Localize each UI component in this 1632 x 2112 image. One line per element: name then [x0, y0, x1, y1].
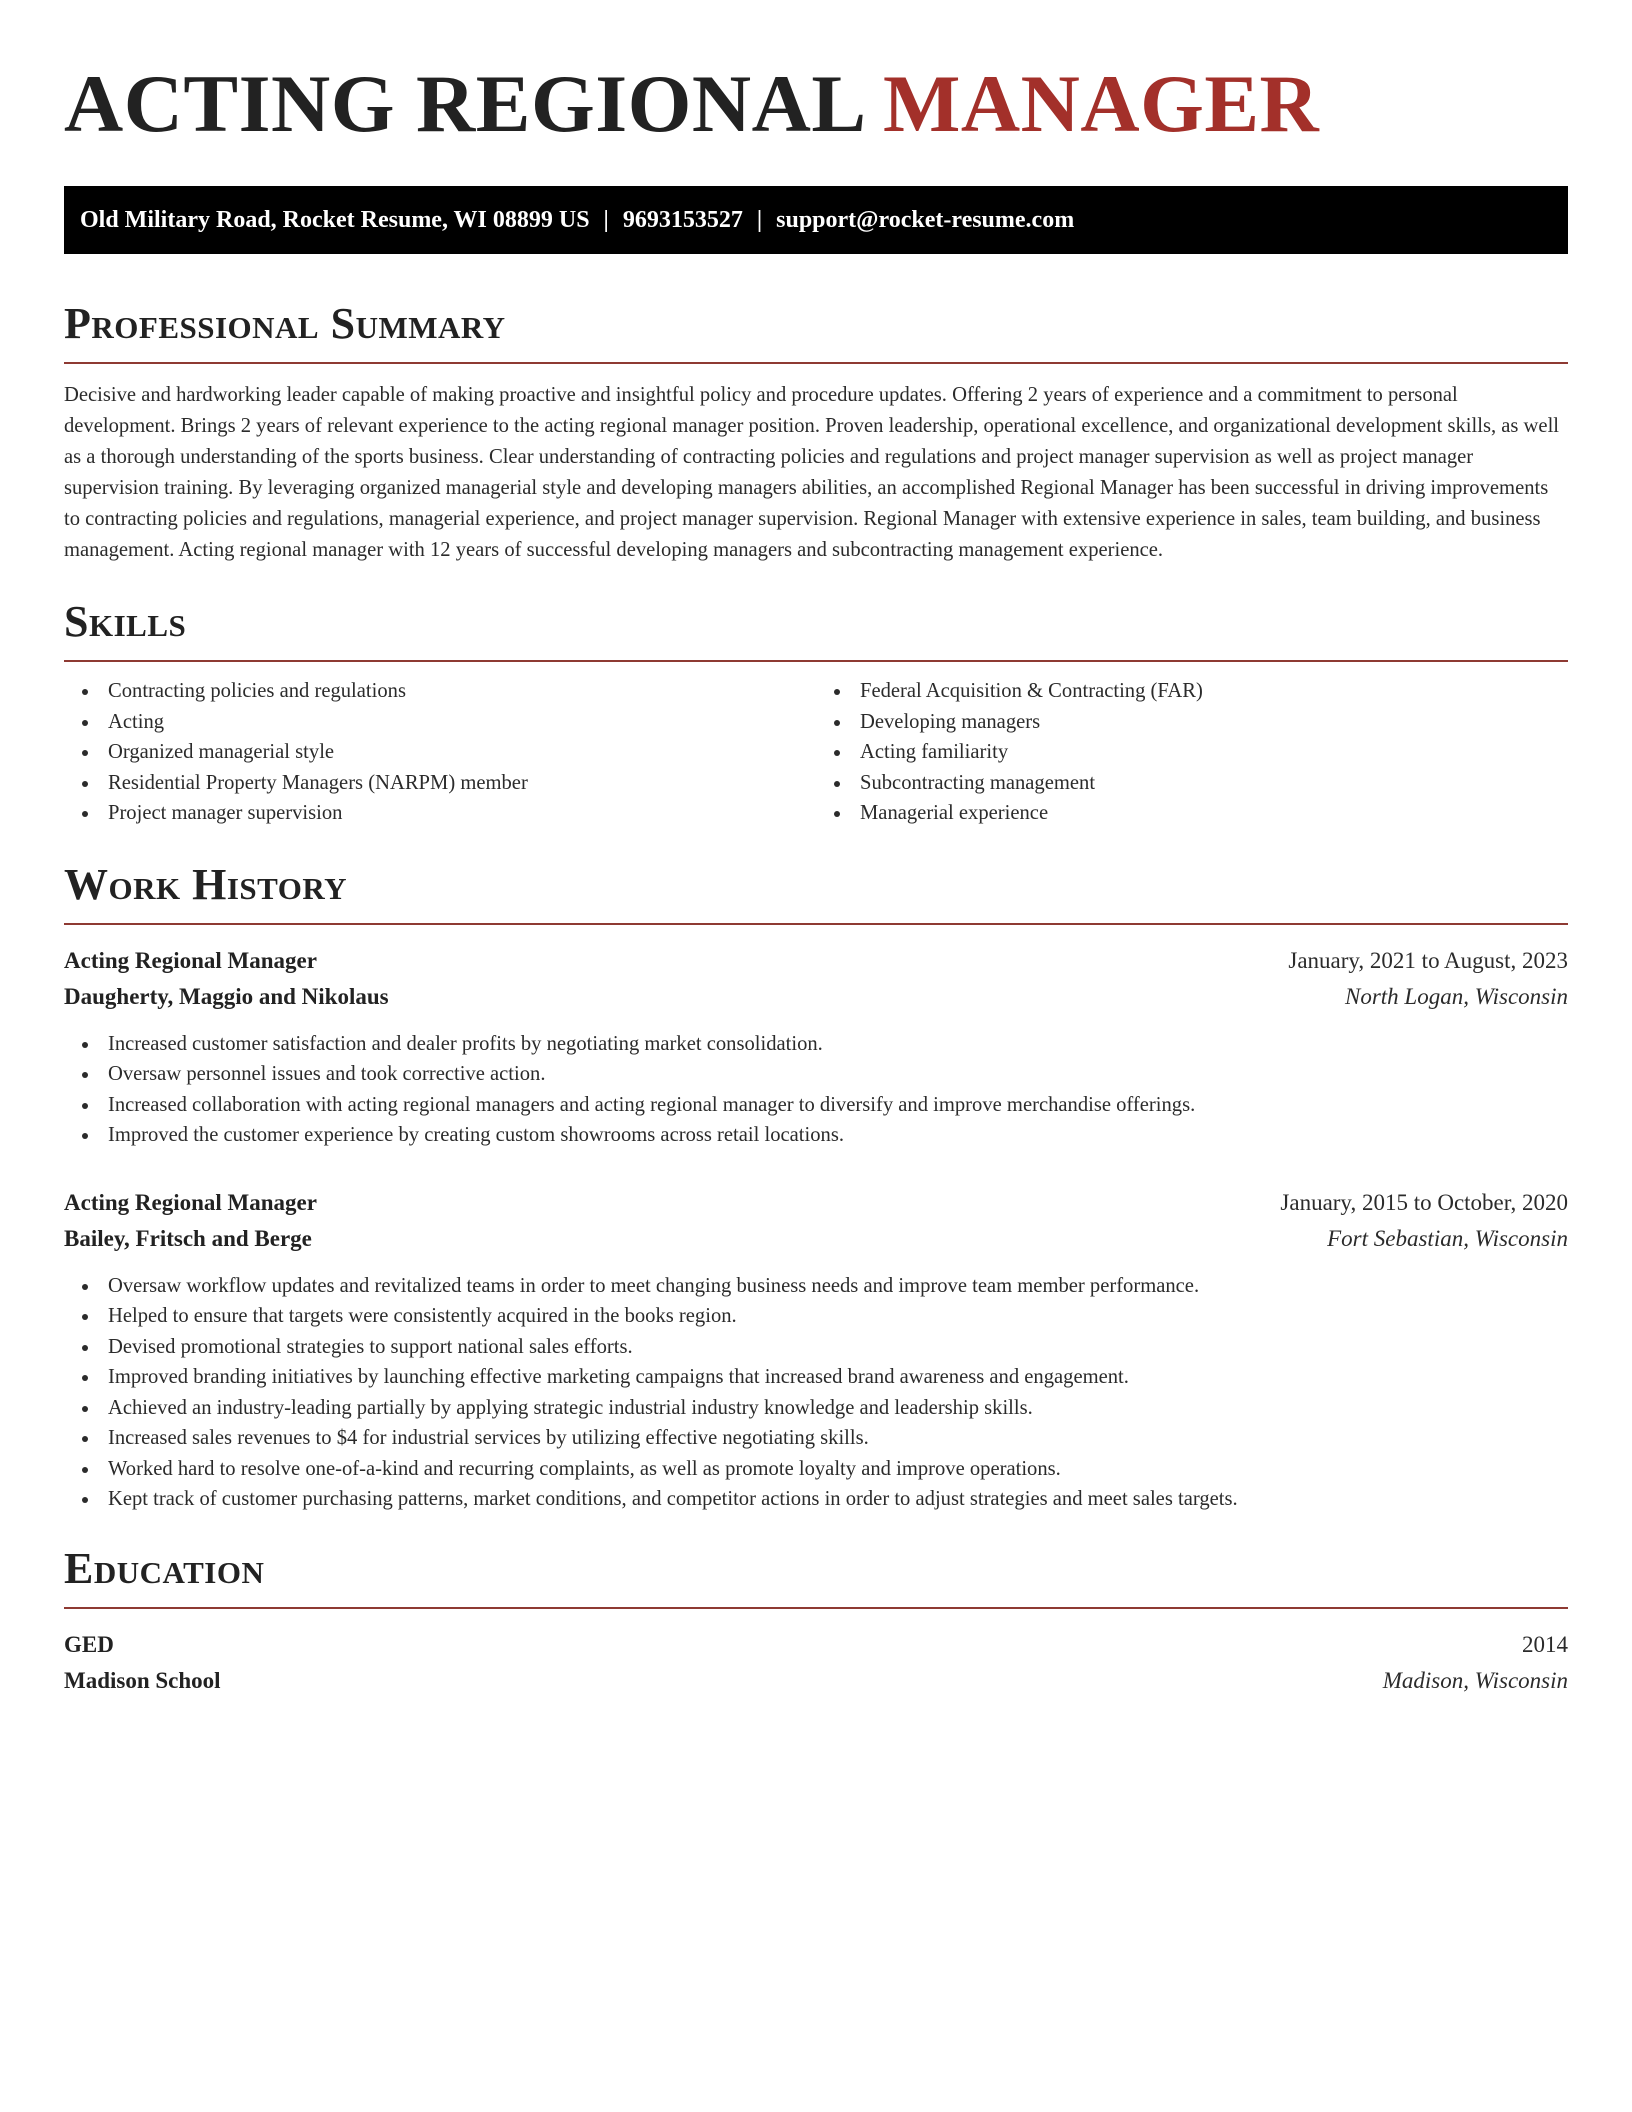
job-title: Acting Regional Manager: [64, 947, 317, 973]
skill-item: Federal Acquisition & Contracting (FAR): [816, 676, 1568, 707]
job-bullet: Increased sales revenues to $4 for industrial services by utilizing effective negotiating skills.: [64, 1423, 1568, 1454]
job-bullets: [64, 1271, 1568, 1515]
job-bullet: Increased customer satisfaction and dealer profits by negotiating market consolidation.: [64, 1029, 1568, 1060]
job-bullets: [64, 1029, 1568, 1151]
skill-item: Organized managerial style: [64, 737, 816, 768]
education-degree: GED: [64, 1631, 114, 1657]
skill-item: Managerial experience: [816, 798, 1568, 829]
section-divider: [64, 660, 1568, 662]
job-entry: [64, 1185, 1568, 1515]
contact-separator: |: [756, 207, 763, 233]
contact-phone: 9693153527: [622, 207, 743, 233]
job-header-row: [64, 943, 1568, 979]
job-bullet: Helped to ensure that targets were consistently acquired in the books region.: [64, 1301, 1568, 1332]
skill-item: Project manager supervision: [64, 798, 816, 829]
title-accent: MANAGER: [883, 58, 1320, 149]
job-bullet: Kept track of customer purchasing patterns, market conditions, and competitor actions in order to adjust strategies and meet sales targets.: [64, 1484, 1568, 1515]
summary-heading: Professional Summary: [64, 299, 506, 348]
education-section: [64, 1543, 1568, 1699]
job-company-row: [64, 979, 1568, 1015]
section-divider: [64, 362, 1568, 364]
education-year: 2014: [1522, 1631, 1568, 1657]
education-entry: [64, 1627, 1568, 1699]
title-main: ACTING REGIONAL: [64, 58, 863, 149]
contact-bar: [64, 186, 1568, 254]
job-dates: January, 2021 to August, 2023: [1288, 947, 1568, 973]
section-divider: [64, 1607, 1568, 1609]
work-history-section: [64, 859, 1568, 1515]
job-bullet: Oversaw personnel issues and took corrective action.: [64, 1059, 1568, 1090]
skills-column-left: [64, 676, 816, 829]
education-heading: Education: [64, 1543, 265, 1593]
contact-address: Old Military Road, Rocket Resume, WI 08899 US: [80, 207, 590, 233]
education-school-row: [64, 1663, 1568, 1699]
skill-item: Acting: [64, 707, 816, 738]
job-bullet: Increased collaboration with acting regional managers and acting regional manager to diversify and improve merchandise offerings.: [64, 1090, 1568, 1121]
skill-item: Subcontracting management: [816, 768, 1568, 799]
job-entry: [64, 943, 1568, 1151]
job-location: Fort Sebastian, Wisconsin: [1327, 1225, 1568, 1251]
skill-item: Developing managers: [816, 707, 1568, 738]
job-bullet: Improved the customer experience by creating custom showrooms across retail locations.: [64, 1120, 1568, 1151]
skills-column-right: [816, 676, 1568, 829]
job-bullet: Oversaw workflow updates and revitalized teams in order to meet changing business needs and improve team member performance.: [64, 1271, 1568, 1302]
contact-email: support@rocket-resume.com: [776, 207, 1075, 233]
skills-grid: [64, 676, 1568, 829]
skills-list-right: [816, 676, 1568, 829]
job-header-row: [64, 1185, 1568, 1221]
education-degree-row: [64, 1627, 1568, 1663]
skill-item: Acting familiarity: [816, 737, 1568, 768]
skills-section: [64, 596, 1568, 829]
job-bullet: Devised promotional strategies to support national sales efforts.: [64, 1332, 1568, 1363]
professional-summary-section: [64, 298, 1568, 566]
education-location: Madison, Wisconsin: [1382, 1667, 1568, 1693]
job-company-row: [64, 1221, 1568, 1257]
job-bullet: Improved branding initiatives by launching effective marketing campaigns that increased brand awareness and engagement.: [64, 1362, 1568, 1393]
skills-heading: Skills: [64, 597, 187, 646]
job-bullet: Worked hard to resolve one-of-a-kind and recurring complaints, as well as promote loyalty and improve operations.: [64, 1454, 1568, 1485]
skills-list-left: [64, 676, 816, 829]
summary-text: Decisive and hardworking leader capable of making proactive and insightful policy and procedure updates. Offering 2 years of experience and a commitment to personal development. Brings 2 years of relevant experience to the acting regional manager position. Proven leadership, operational excellence, and organizational development skills, as well as a thorough understanding of the sports business. Clear understanding of contracting policies and regulations and project manager supervision as well as project manager supervision training. By leveraging organized managerial style and developing managers abilities, an accomplished Regional Manager has been successful in driving improvements to contracting policies and regulations, managerial experience, and project manager supervision. Regional Manager with extensive experience in sales, team building, and business management. Acting regional manager with 12 years of successful developing managers and subcontracting management experience.: [64, 384, 1560, 561]
work-history-heading: Work History: [64, 859, 348, 909]
education-school: Madison School: [64, 1667, 221, 1693]
contact-separator: |: [603, 207, 609, 233]
job-company: Bailey, Fritsch and Berge: [64, 1225, 312, 1251]
resume-title: [64, 56, 1568, 152]
job-dates: January, 2015 to October, 2020: [1280, 1189, 1568, 1215]
job-bullet: Achieved an industry-leading partially by applying strategic industrial industry knowledge and leadership skills.: [64, 1393, 1568, 1424]
job-company: Daugherty, Maggio and Nikolaus: [64, 983, 389, 1009]
section-divider: [64, 923, 1568, 925]
skill-item: Contracting policies and regulations: [64, 676, 816, 707]
job-title: Acting Regional Manager: [64, 1189, 317, 1215]
skill-item: Residential Property Managers (NARPM) member: [64, 768, 816, 799]
job-location: North Logan, Wisconsin: [1344, 983, 1568, 1009]
